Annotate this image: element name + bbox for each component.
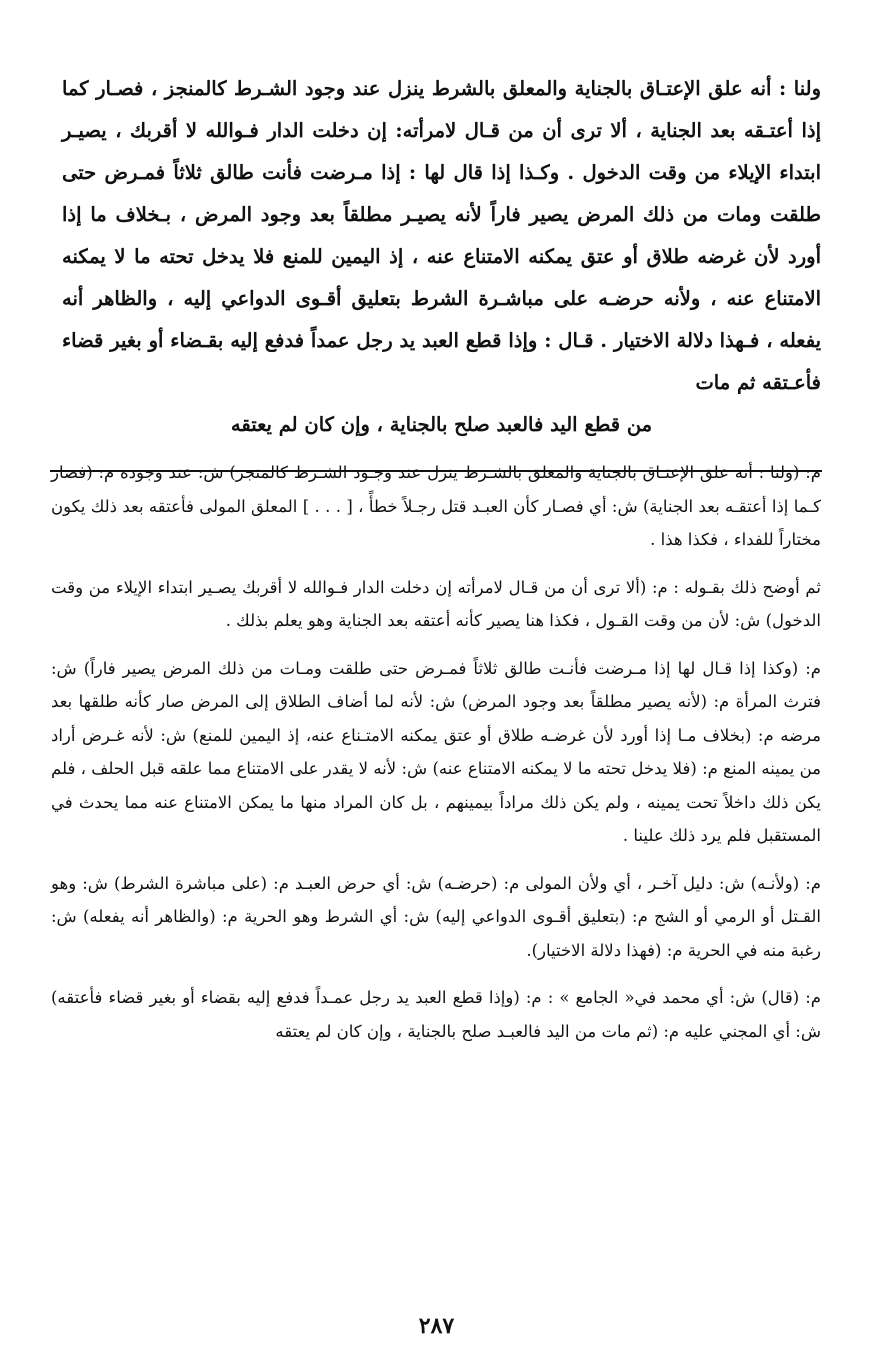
page-number: ٢٨٧ — [418, 1313, 455, 1339]
main-text — [62, 68, 821, 446]
main-text-paragraph: ولنا : أنه علق الإعتـاق بالجناية والمعلق بالشرط ينزل عند وجود الشـرط كالمنجز ، فصـار كما إذا أعتـقه بعد الجناية ، ألا ترى أن من قـال لامرأته: إن دخلت الدار فـوالله لا أقربك ، يصيـر ابتداء الإيلاء من وقت الدخول . وكـذا إذا قال لها : إذا مـرضت فأنت طالق ثلاثاً فمـرض حتى طلقت ومات من ذلك المرض يصير فاراً لأنه يصيـر مطلقاً بعد وجود المرض ، بـخلاف ما إذا أورد لأن غرضه طلاق أو عتق يمكنه الامتناع عنه ، إذ اليمين للمنع فلا يدخل تحته ما لا يمكنه الامتناع عنه ، ولأنه حرضـه على مباشـرة الشرط بتعليق أقـوى الدواعي إليه ، والظاهر أنه يفعله ، فـهذا دلالة الاختيار . قـال : وإذا قطع العبد يد رجل عمداً فدفع إليه بقـضاء أو بغير قضاء فأعـتقه ثم مات — [62, 77, 821, 394]
commentary-paragraph: ثم أوضح ذلك بقـوله : م: (ألا ترى أن من قـال لامرأته إن دخلت الدار فـوالله لا أقربك يصـير ابتداء الإيلاء من وقت الدخول) ش: لأن من وقت القـول ، فكذا هنا يصير كأنه أعتقه بعد الجناية وهو يعلم بذلك . — [51, 577, 821, 630]
commentary-paragraph: م: (ولنا : أنه علق الإعتـاق بالجناية والمعلق بالشـرط ينزل عند وجـود الشـرط كالمنجز) ش: عند وجوده م: (فصار كـما إذا أعتقـه بعد الجناية) ش: أي فصـار كأن العبـد قتل رجـلاً خطأً ، [ . . . ] المعلق المولى فأعتقه بعد ذلك يكون مختاراً للفداء ، فكذا هذا . — [51, 463, 821, 549]
commentary-paragraph: م: (قال) ش: أي محمد في« الجامع » : م: (وإذا قطع العبد يد رجل عمـداً فدفع إليه بقضاء أو بغير قضاء فأعتقه) ش: أي المجني عليه م: (ثم مات من اليد فالعبـد صلح بالجناية ، وإن كان لم يعتقه — [51, 988, 821, 1041]
main-text-last-line: من قطع اليد فالعبد صلح بالجناية ، وإن كان لم يعتقه — [230, 413, 653, 436]
commentary — [51, 456, 821, 1062]
commentary-paragraph: م: (ولأنـه) ش: دليل آخـر ، أي ولأن المولى م: (حرضـه) ش: أي حرض العبـد م: (على مباشرة الشرط) ش: وهو القـتل أو الرمي أو الشج م: (بتعليق أقـوى الدواعي إليه) ش: أي الشرط وهو الحرية م: (والظاهر أنه يفعله) ش: رغبة منه في الحرية م: (فهذا دلالة الاختيار). — [51, 873, 822, 960]
commentary-paragraph: م: (وكذا إذا قـال لها إذا مـرضت فأنـت طالق ثلاثاً فمـرض حتى طلقت ومـات من ذلك المرض يصير فاراً) ش: فترث المرأة م: (لأنه يصير مطلقاً بعد وجود المرض) ش: لأنه لما أضاف الطلاق إلى المرض صار كأنه طلقها بعد مرضه م: (بخلاف مـا إذا أورد لأن غرضـه طلاق أو عتق يمكنه الامتـناع عنه، إذ اليمين للمنع) ش: لأنه غـرض أراد من يمينه المنع م: (فلا يدخل تحته ما لا يمكنه الامتناع عنه) ش: لأنه لا يقدر على الامتناع مما علقه قبل الحلف ، فلم يكن ذلك داخلاً تحت يمينه ، ولم يكن ذلك مراداً بيمينهم ، بل كان المراد منها ما يمكن الامتناع عنه مما يحدث في المستقبل فلم يرد ذلك علينا . — [51, 658, 821, 845]
